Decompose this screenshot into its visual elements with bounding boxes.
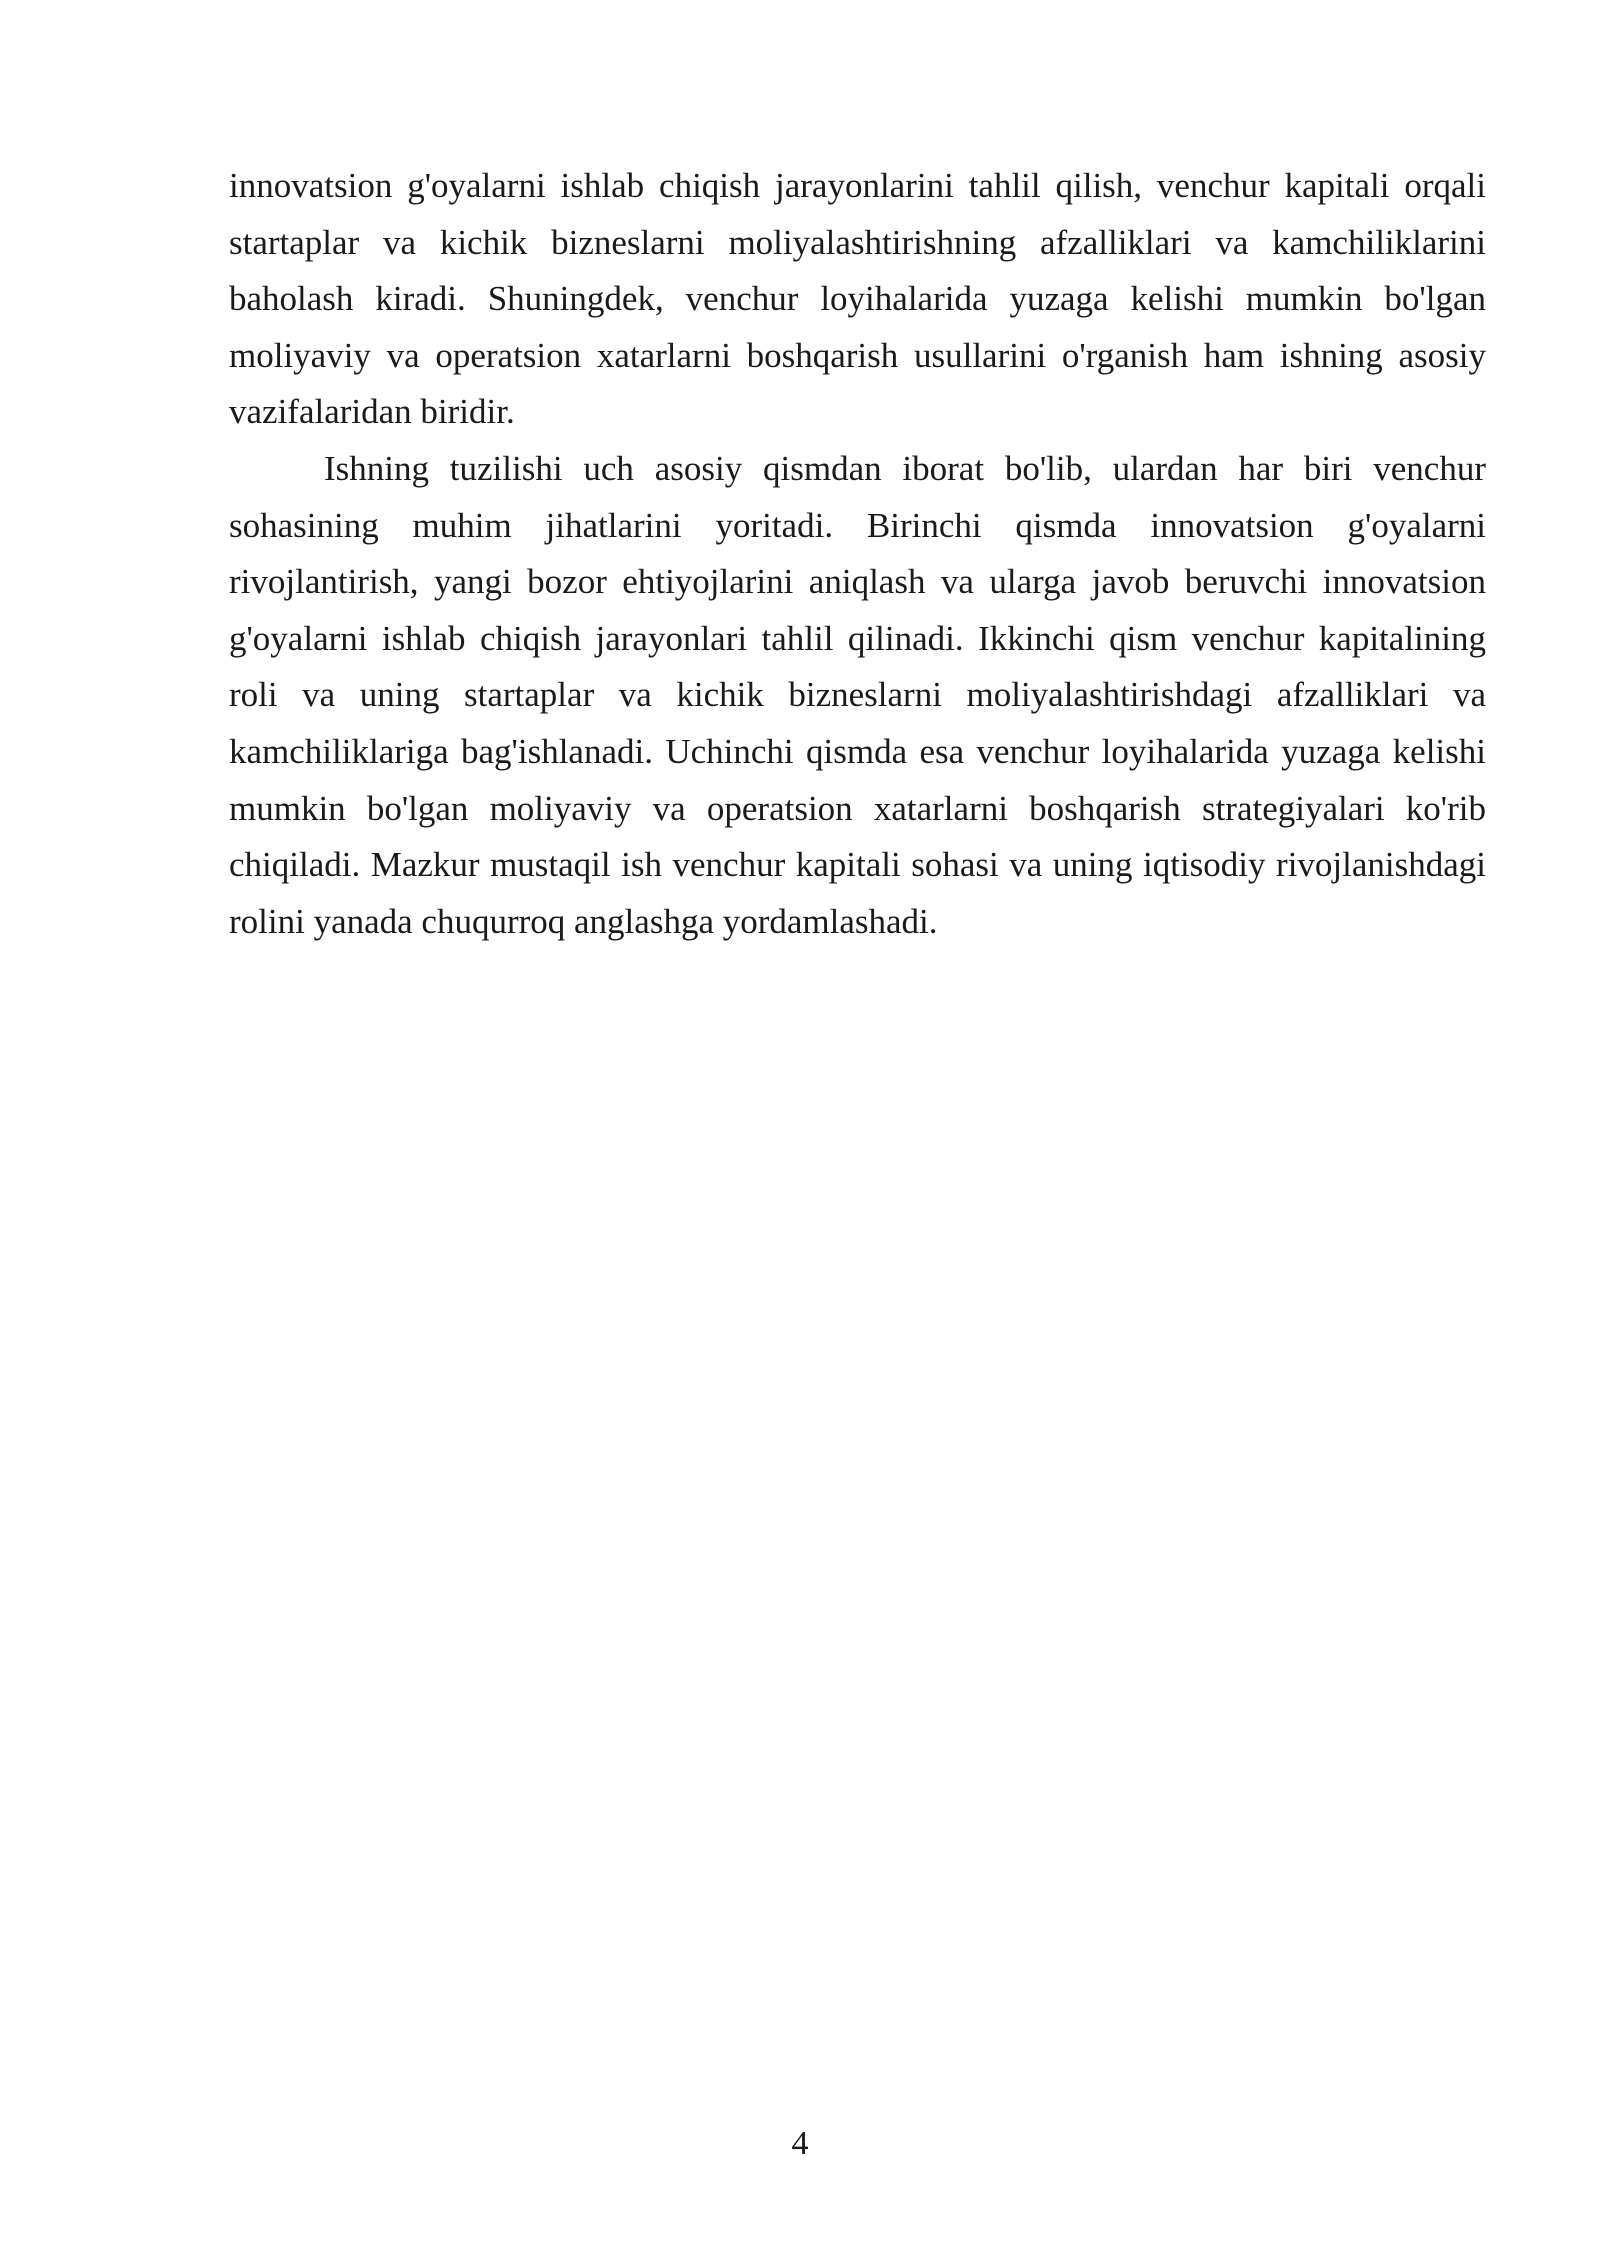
body-text	[229, 158, 1486, 950]
paragraph-continuation: innovatsion g'oyalarni ishlab chiqish jarayonlarini tahlil qilish, venchur kapitali orqali startaplar va kichik bizneslarni moliyalashtirishning afzalliklari va kamchiliklarini baholash kiradi. Shuningdek, venchur loyihalarida yuzaga kelishi mumkin bo'lgan moliyaviy va operatsion xatarlarni boshqarish usullarini o'rganish ham ishning asosiy vazifalaridan biridir.	[229, 166, 1486, 432]
page-number: 4	[791, 2125, 809, 2162]
paragraph-structure: Ishning tuzilishi uch asosiy qismdan iborat bo'lib, ulardan har biri venchur sohasining muhim jihatlarini yoritadi. Birinchi qismda innovatsion g'oyalarni rivojlantirish, yangi bozor ehtiyojlarini aniqlash va ularga javob beruvchi innovatsion g'oyalarni ishlab chiqish jarayonlari tahlil qilinadi. Ikkinchi qism venchur kapitalining roli va uning startaplar va kichik bizneslarni moliyalashtirishdagi afzalliklari va kamchiliklariga bag'ishlanadi. Uchinchi qismda esa venchur loyihalarida yuzaga kelishi mumkin bo'lgan moliyaviy va operatsion xatarlarni boshqarish strategiyalari ko'rib chiqiladi. Mazkur mustaqil ish venchur kapitali sohasi va uning iqtisodiy rivojlanishdagi rolini yanada chuqurroq anglashga yordamlashadi.	[229, 448, 1486, 941]
